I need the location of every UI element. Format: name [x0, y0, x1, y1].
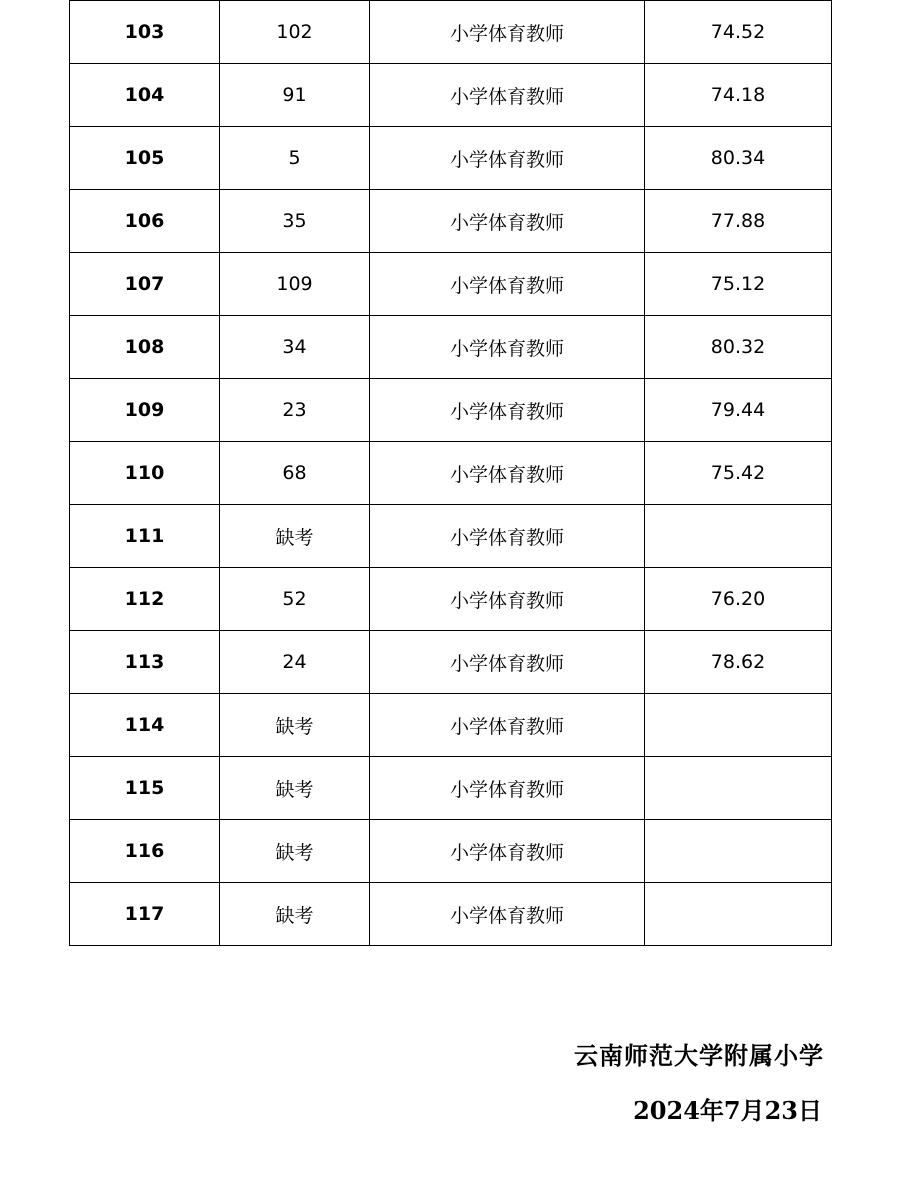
- cell-number: 缺考: [220, 757, 370, 820]
- cell-position: 小学体育教师: [370, 64, 645, 127]
- table-row: [70, 190, 832, 253]
- cell-score: [645, 505, 832, 568]
- cell-score: 75.42: [645, 442, 832, 505]
- table-row: [70, 253, 832, 316]
- table-row: [70, 316, 832, 379]
- cell-number: 109: [220, 253, 370, 316]
- document-date: 2024年7月23日: [633, 1096, 822, 1125]
- cell-number: 24: [220, 631, 370, 694]
- cell-seq: 104: [70, 64, 220, 127]
- cell-position: 小学体育教师: [370, 442, 645, 505]
- cell-score: 76.20: [645, 568, 832, 631]
- cell-position: 小学体育教师: [370, 694, 645, 757]
- cell-seq: 109: [70, 379, 220, 442]
- cell-position: 小学体育教师: [370, 631, 645, 694]
- cell-seq: 111: [70, 505, 220, 568]
- cell-number: 23: [220, 379, 370, 442]
- cell-seq: 115: [70, 757, 220, 820]
- cell-seq: 117: [70, 883, 220, 946]
- cell-position: 小学体育教师: [370, 127, 645, 190]
- table-row: [70, 694, 832, 757]
- cell-number: 缺考: [220, 505, 370, 568]
- cell-seq: 106: [70, 190, 220, 253]
- table-body: [70, 1, 832, 946]
- cell-score: 80.34: [645, 127, 832, 190]
- cell-number: 91: [220, 64, 370, 127]
- cell-seq: 103: [70, 1, 220, 64]
- table-row: [70, 568, 832, 631]
- cell-score: 78.62: [645, 631, 832, 694]
- cell-position: 小学体育教师: [370, 505, 645, 568]
- cell-position: 小学体育教师: [370, 316, 645, 379]
- cell-score: 79.44: [645, 379, 832, 442]
- cell-seq: 116: [70, 820, 220, 883]
- cell-score: 77.88: [645, 190, 832, 253]
- table-row: [70, 820, 832, 883]
- cell-number: 68: [220, 442, 370, 505]
- cell-number: 5: [220, 127, 370, 190]
- cell-number: 35: [220, 190, 370, 253]
- cell-score: 74.52: [645, 1, 832, 64]
- cell-score: [645, 820, 832, 883]
- table-row: [70, 64, 832, 127]
- cell-number: 缺考: [220, 694, 370, 757]
- cell-seq: 113: [70, 631, 220, 694]
- cell-seq: 114: [70, 694, 220, 757]
- cell-score: 75.12: [645, 253, 832, 316]
- cell-position: 小学体育教师: [370, 820, 645, 883]
- cell-number: 102: [220, 1, 370, 64]
- cell-seq: 110: [70, 442, 220, 505]
- cell-score: 80.32: [645, 316, 832, 379]
- cell-seq: 108: [70, 316, 220, 379]
- cell-seq: 112: [70, 568, 220, 631]
- cell-position: 小学体育教师: [370, 883, 645, 946]
- cell-position: 小学体育教师: [370, 1, 645, 64]
- cell-score: [645, 883, 832, 946]
- table-row: [70, 757, 832, 820]
- cell-score: [645, 757, 832, 820]
- cell-position: 小学体育教师: [370, 568, 645, 631]
- cell-number: 缺考: [220, 883, 370, 946]
- cell-number: 52: [220, 568, 370, 631]
- table-row: [70, 631, 832, 694]
- cell-position: 小学体育教师: [370, 253, 645, 316]
- cell-seq: 107: [70, 253, 220, 316]
- cell-number: 34: [220, 316, 370, 379]
- cell-number: 缺考: [220, 820, 370, 883]
- table-row: [70, 127, 832, 190]
- organization-name: 云南师范大学附属小学: [574, 1041, 824, 1070]
- cell-position: 小学体育教师: [370, 757, 645, 820]
- table-row: [70, 379, 832, 442]
- table-row: [70, 1, 832, 64]
- cell-score: [645, 694, 832, 757]
- table-row: [70, 442, 832, 505]
- cell-score: 74.18: [645, 64, 832, 127]
- results-table: [69, 0, 832, 946]
- cell-position: 小学体育教师: [370, 379, 645, 442]
- table-row: [70, 505, 832, 568]
- cell-position: 小学体育教师: [370, 190, 645, 253]
- cell-seq: 105: [70, 127, 220, 190]
- table-row: [70, 883, 832, 946]
